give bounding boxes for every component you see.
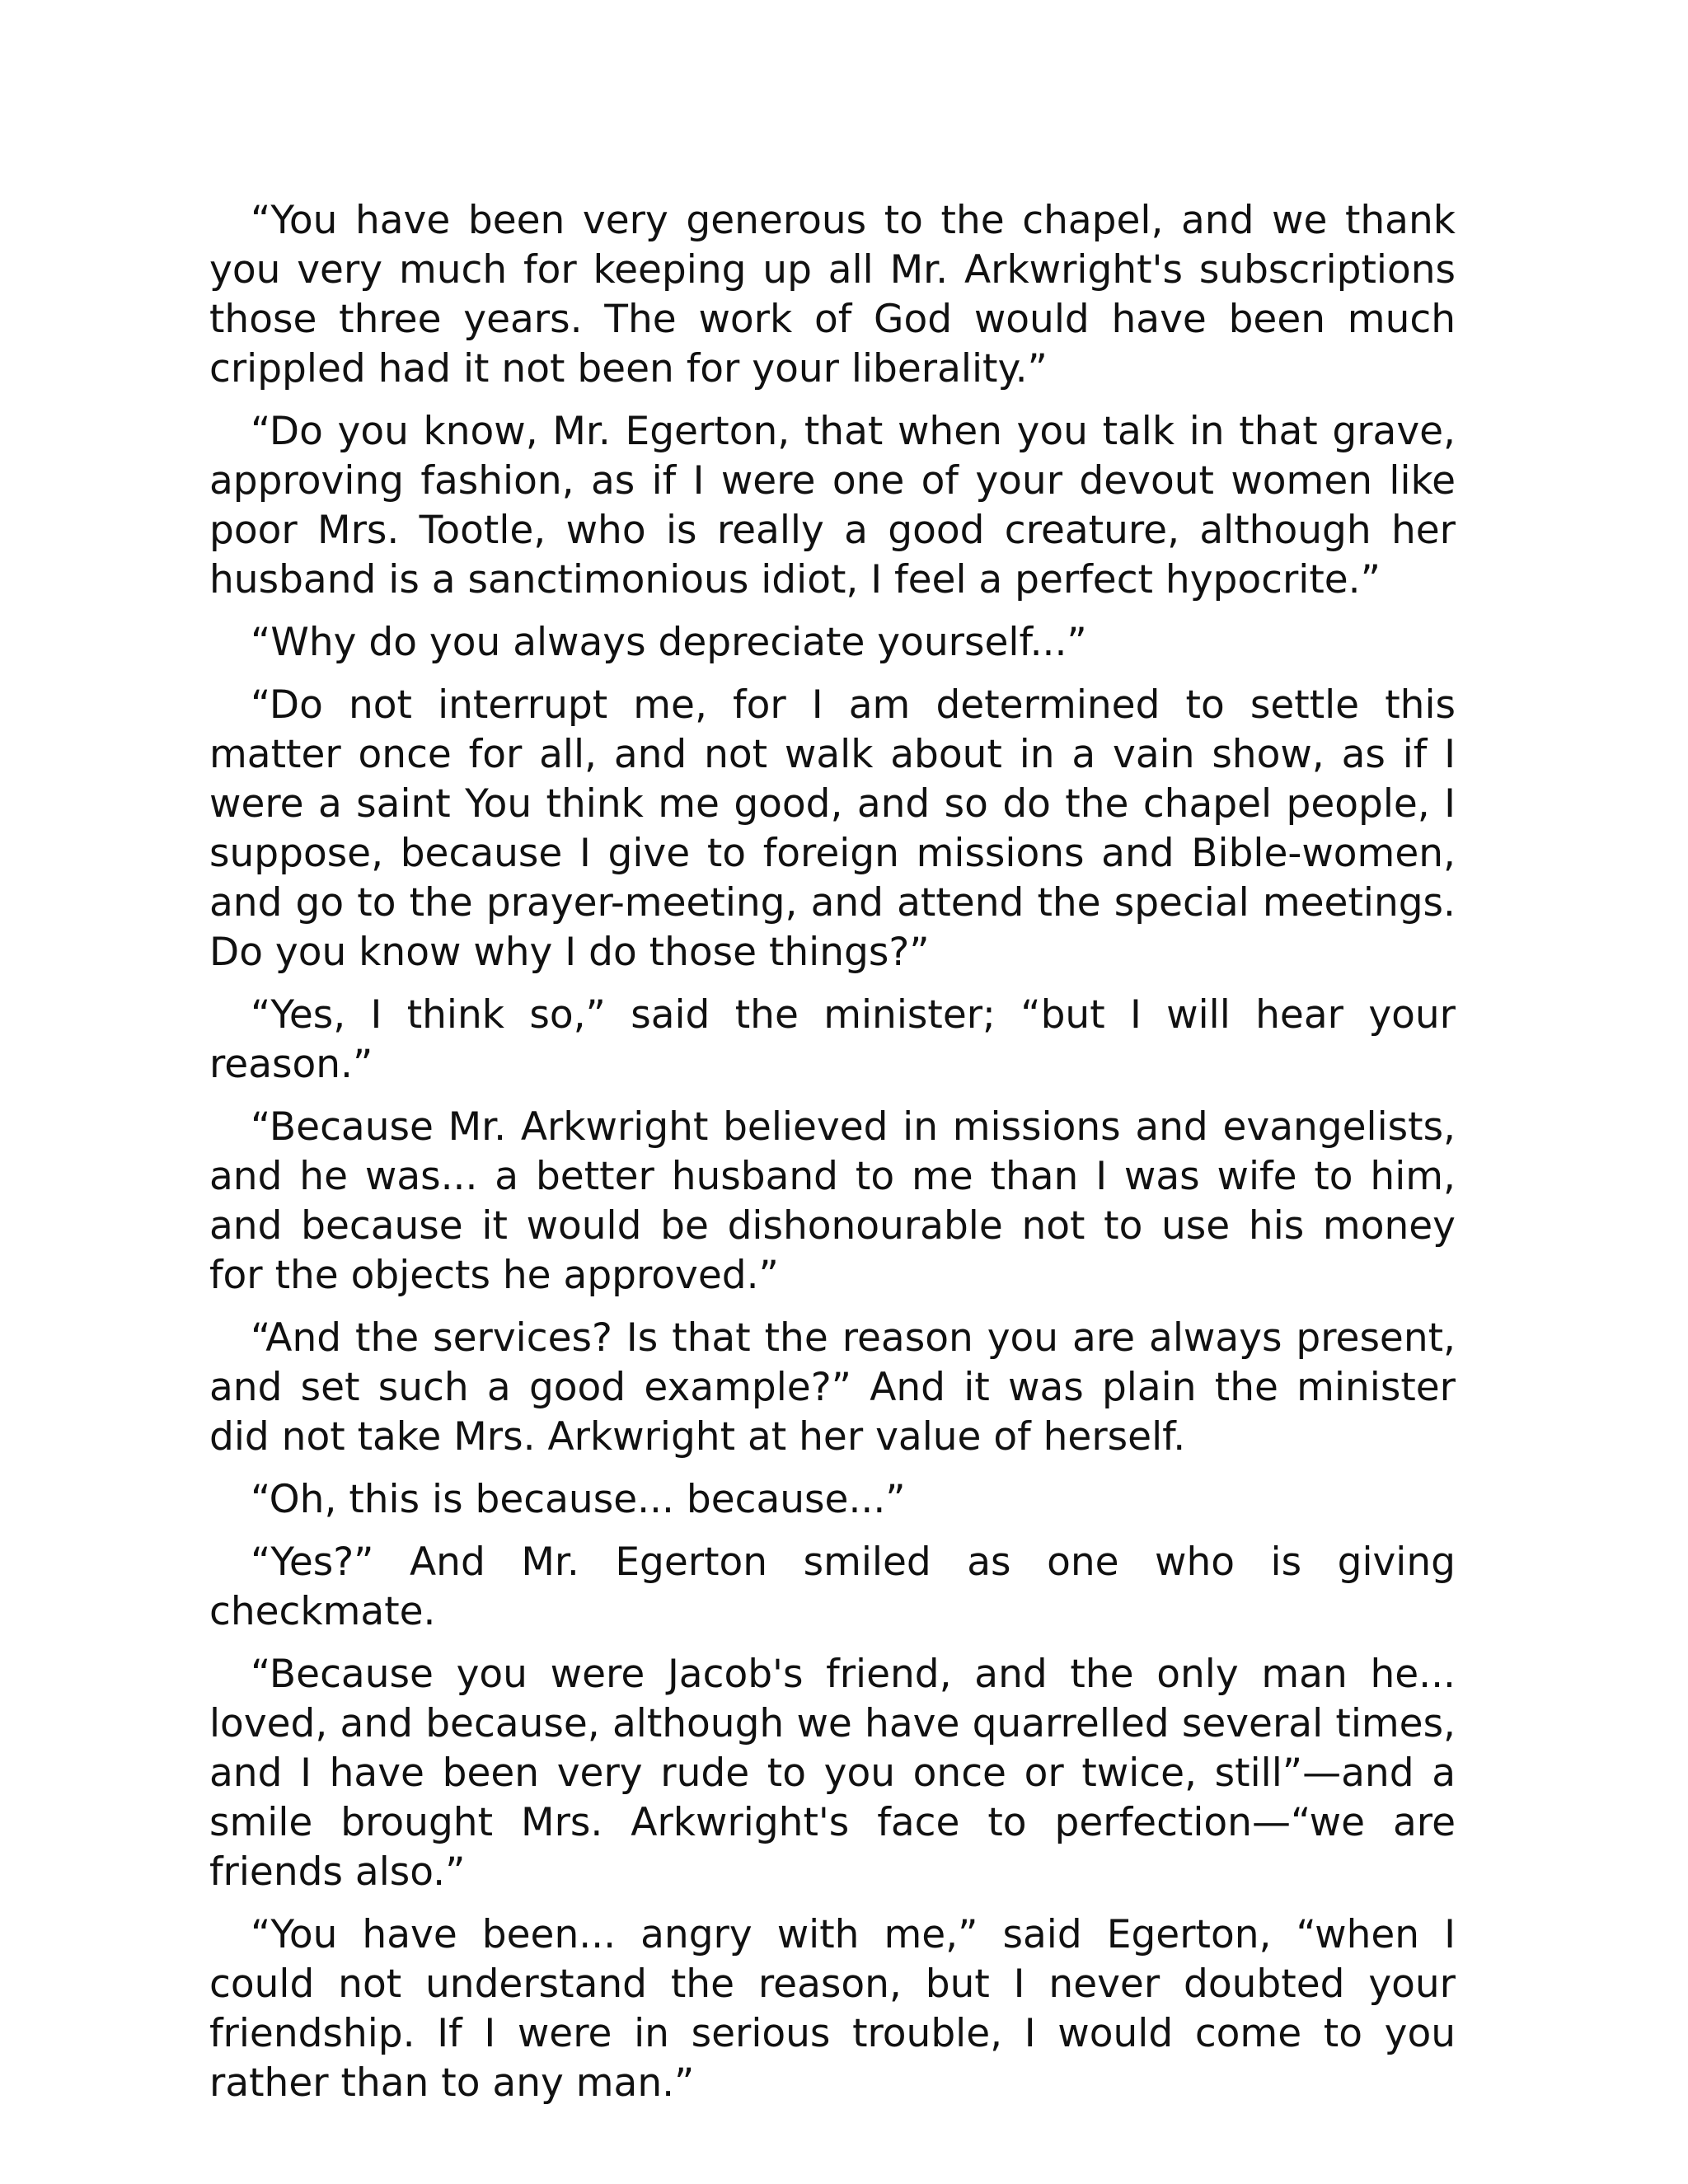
paragraph-8: “Oh, this is because... because...” [251,1477,906,1522]
paragraph-7: “And the services? Is that the reason you are always present, and set such a good example?” And it was plain the minister did not take Mrs. Arkwright at her value of herself. [209,1315,1456,1460]
paragraph-2: “Do you know, Mr. Egerton, that when you talk in that grave, approving fashion, as if I were one of your devout women like poor Mrs. Tootle, who is really a good creature, although her husband is a sanctimonious idiot, I feel a perfect hypocrite.” [209,409,1456,602]
page-text [209,196,1456,2121]
paragraph-4: “Do not interrupt me, for I am determined to settle this matter once for all, and not walk about in a vain show, as if I were a saint You think me good, and so do the chapel people, I suppose, because I give to foreign missions and Bible-women, and go to the prayer-meeting, and attend the special meetings. Do you know why I do those things?” [209,682,1456,975]
paragraph-6: “Because Mr. Arkwright believed in missions and evangelists, and he was... a better husband to me than I was wife to him, and because it would be dishonourable not to use his money for the objects he approved.” [209,1104,1456,1298]
paragraph-3: “Why do you always depreciate yourself...” [251,620,1087,665]
paragraph-1: “You have been very generous to the chapel, and we thank you very much for keeping up all Mr. Arkwright's subscriptions those three years. The work of God would have been much crippled had it not been for your liberality.” [209,198,1456,391]
paragraph-9: “Yes?” And Mr. Egerton smiled as one who is giving checkmate. [209,1540,1456,1634]
paragraph-10: “Because you were Jacob's friend, and the only man he... loved, and because, although we have quarrelled several times, and I have been very rude to you once or twice, still”—and a smile brought Mrs. Arkwright's face to perfection—“we are friends also.” [209,1652,1456,1895]
paragraph-5: “Yes, I think so,” said the minister; “but I will hear your reason.” [209,992,1456,1087]
paragraph-11: “You have been... angry with me,” said Egerton, “when I could not understand the reason, but I never doubted your friendship. If I were in serious trouble, I would come to you rather than to any man.” [209,1912,1456,2106]
